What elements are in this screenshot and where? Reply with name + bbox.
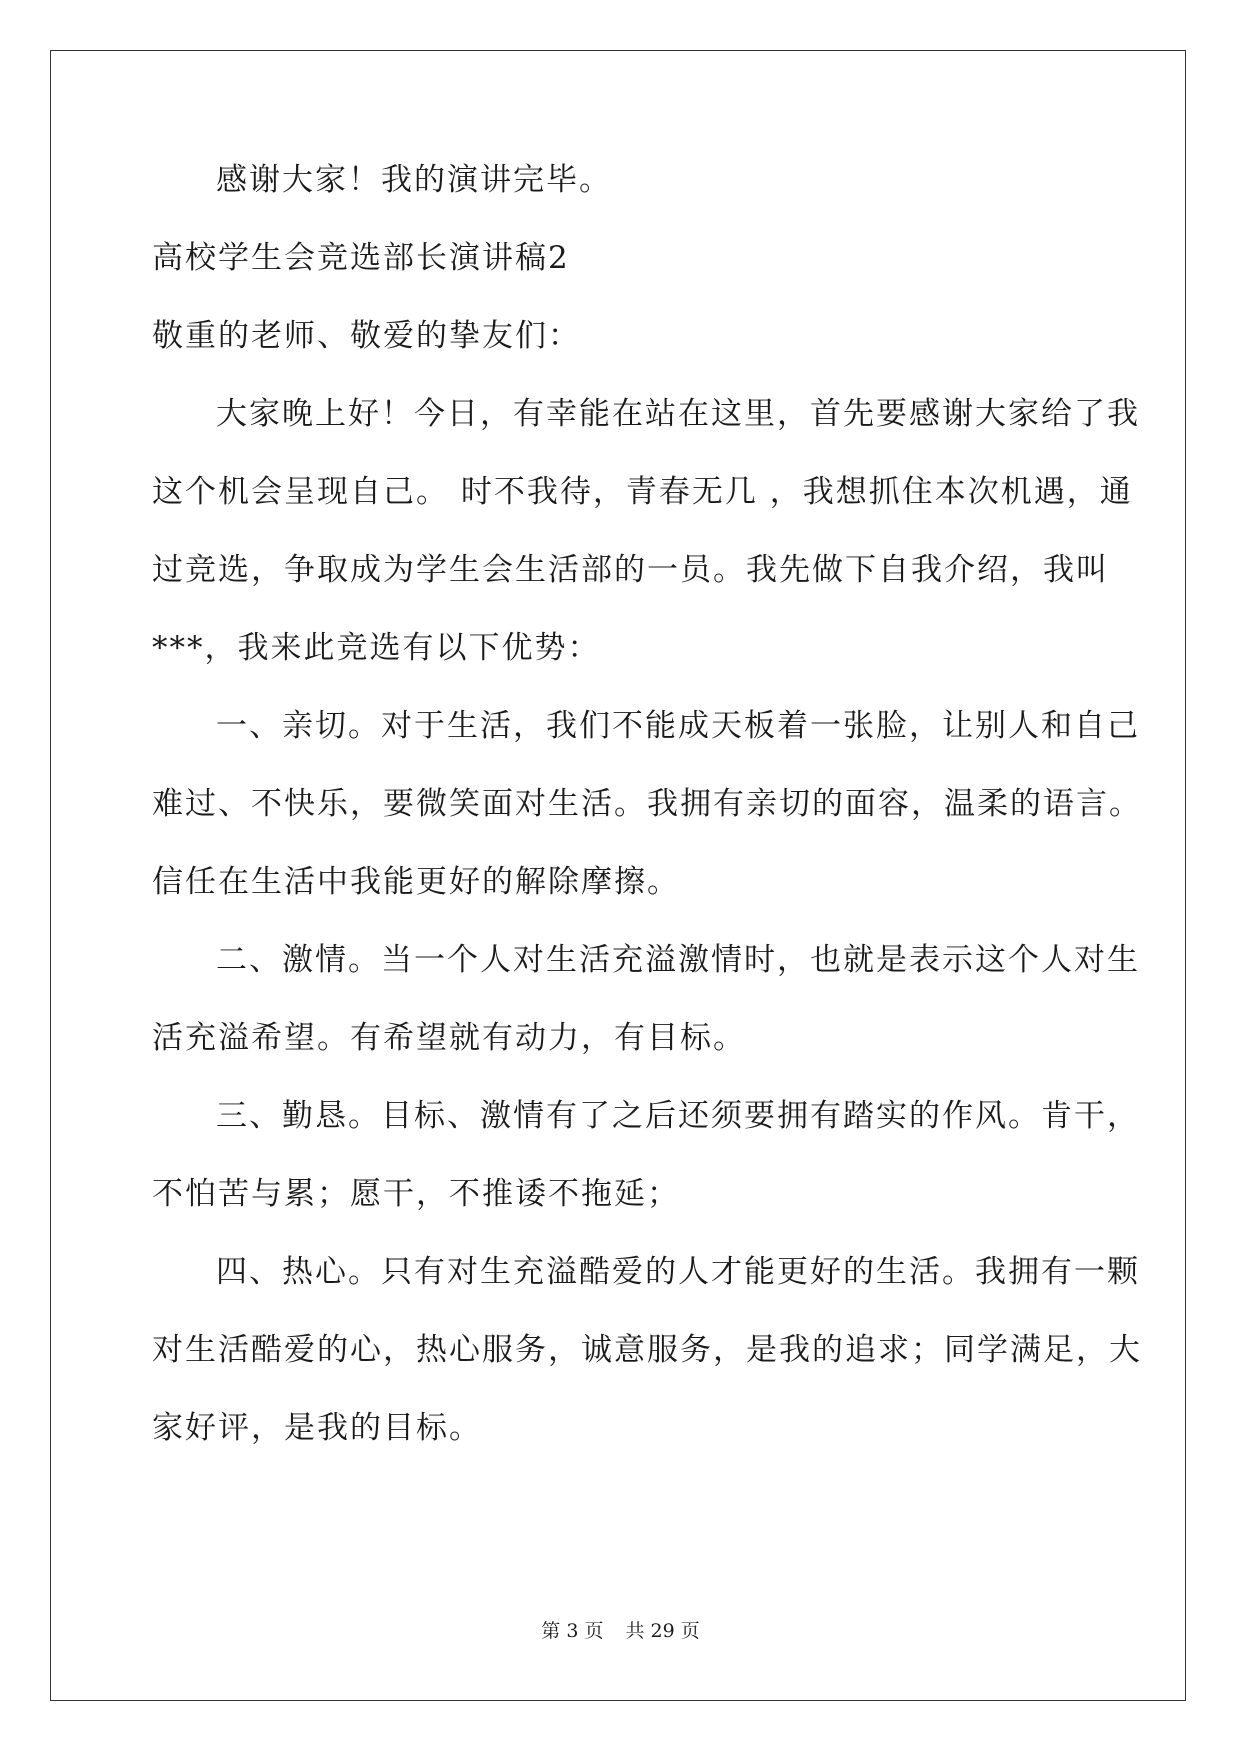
- paragraph-line: 三、勤恳。目标、激情有了之后还须要拥有踏实的作风。肯干，: [216, 1098, 1140, 1134]
- paragraph-line: 感谢大家！我的演讲完毕。: [216, 162, 612, 198]
- document-body: [152, 160, 1142, 1486]
- paragraph-line: 难过、不快乐，要微笑面对生活。我拥有亲切的面容，温柔的语言。: [152, 786, 1142, 822]
- paragraph-line: 对生活酷爱的心，热心服务，诚意服务，是我的追求；同学满足，大: [152, 1332, 1142, 1368]
- paragraph-line: 活充溢希望。有希望就有动力，有目标。: [152, 1020, 746, 1056]
- paragraph-line: ***，我来此竞选有以下优势：: [152, 630, 601, 666]
- section-title: 高校学生会竞选部长演讲稿2: [152, 240, 570, 276]
- paragraph-line: 不怕苦与累；愿干，不推诿不拖延；: [152, 1176, 680, 1212]
- paragraph-line: 信任在生活中我能更好的解除摩擦。: [152, 864, 680, 900]
- paragraph-line: 大家晚上好！今日，有幸能在站在这里，首先要感谢大家给了我: [216, 396, 1140, 432]
- page-total: 共 29 页: [625, 1620, 700, 1642]
- paragraph-line: 过竞选，争取成为学生会生活部的一员。我先做下自我介绍，我叫: [152, 552, 1109, 588]
- paragraph-line: 一、亲切。对于生活，我们不能成天板着一张脸，让别人和自己: [216, 708, 1140, 744]
- paragraph-line: 这个机会呈现自己。 时不我待，青春无几 ，我想抓住本次机遇，通: [152, 474, 1133, 510]
- salutation: 敬重的老师、敬爱的挚友们：: [152, 318, 581, 354]
- page-footer: [0, 1616, 1241, 1643]
- paragraph-line: 四、热心。只有对生充溢酷爱的人才能更好的生活。我拥有一颗: [216, 1254, 1140, 1290]
- paragraph-line: 家好评，是我的目标。: [152, 1410, 482, 1446]
- page-number: 第 3 页: [541, 1620, 604, 1642]
- paragraph-line: 二、激情。当一个人对生活充溢激情时，也就是表示这个人对生: [216, 942, 1140, 978]
